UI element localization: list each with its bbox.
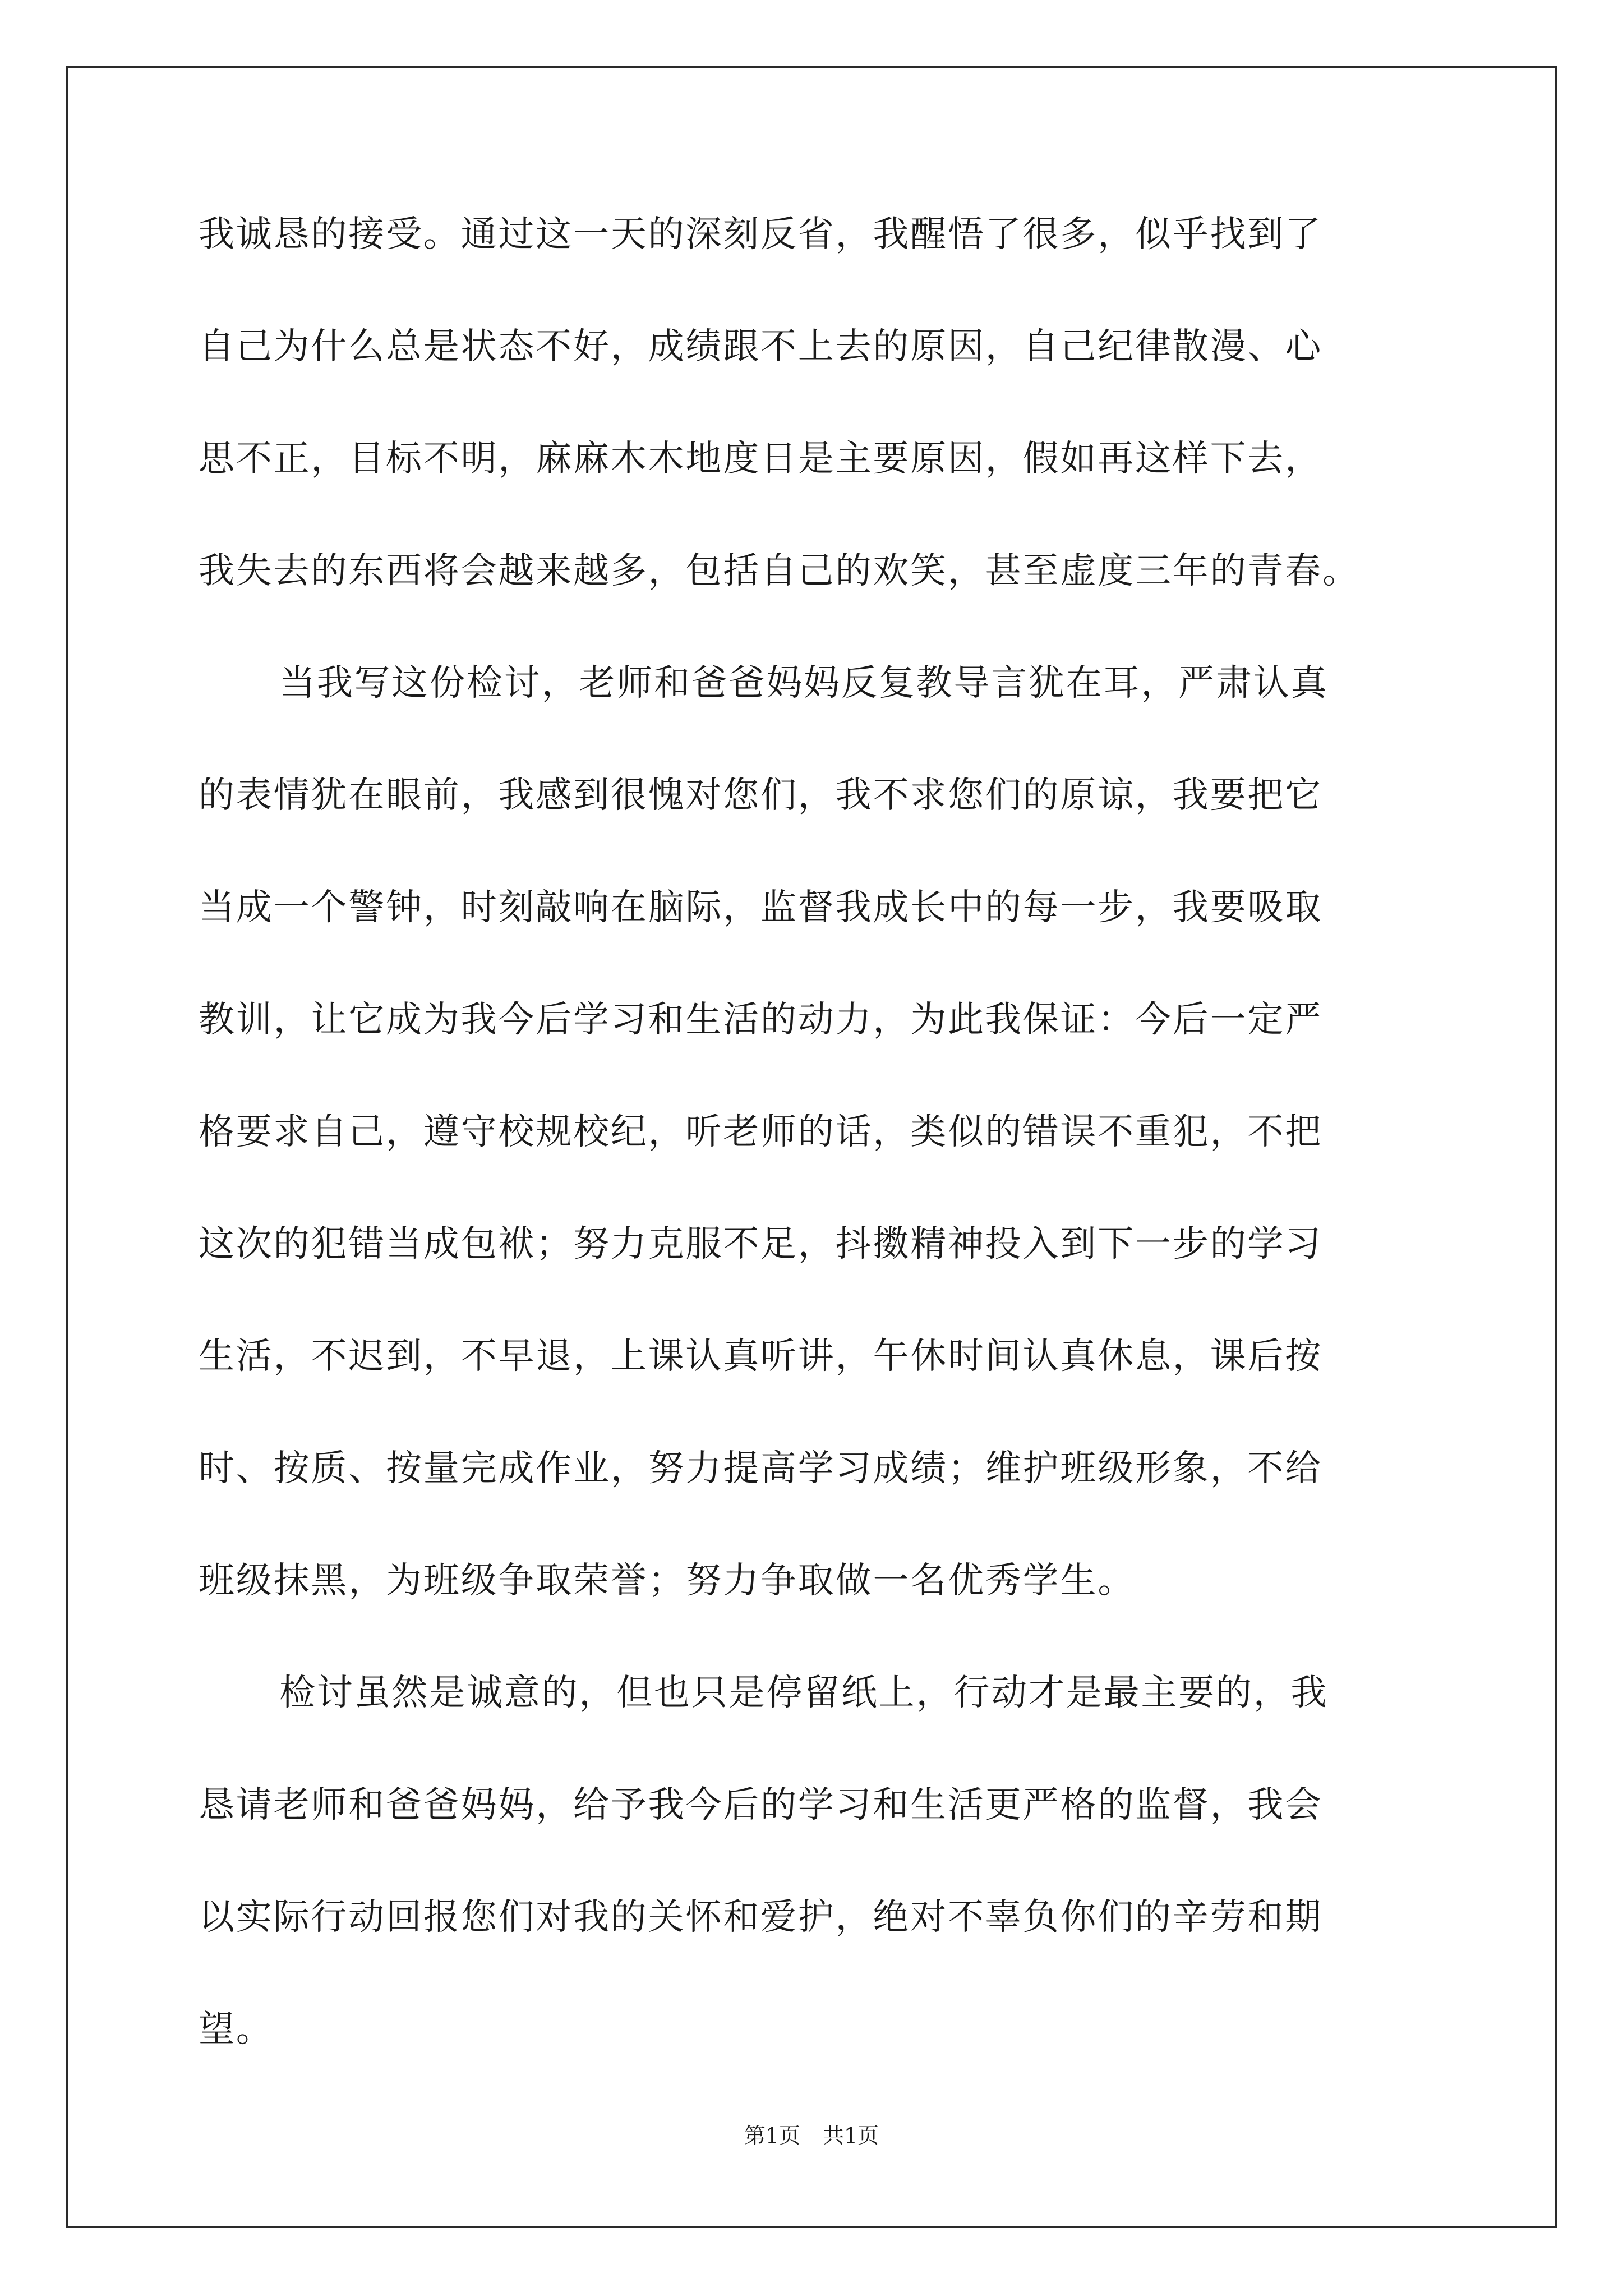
text-line: 我失去的东西将会越来越多，包括自己的欢笑，甚至虚度三年的青春。 <box>199 550 1360 592</box>
text-line: 生活，不迟到，不早退，上课认真听讲，午休时间认真休息，课后按 <box>199 1336 1322 1377</box>
text-line: 格要求自己，遵守校规校纪，听老师的话，类似的错误不重犯，不把 <box>199 1111 1322 1153</box>
text-line: 教训，让它成为我今后学习和生活的动力，为此我保证：今后一定严 <box>199 999 1322 1041</box>
text-line: 这次的犯错当成包袱；努力克服不足，抖擞精神投入到下一步的学习 <box>199 1223 1322 1265</box>
text-line: 班级抹黑，为班级争取荣誉；努力争取做一名优秀学生。 <box>199 1560 1135 1602</box>
text-line: 检讨虽然是诚意的，但也只是停留纸上，行动才是最主要的，我 <box>279 1672 1329 1714</box>
text-line: 当我写这份检讨，老师和爸爸妈妈反复教导言犹在耳，严肃认真 <box>279 662 1329 704</box>
page-count: 共1页 <box>823 2123 879 2148</box>
text-line: 我诚恳的接受。通过这一天的深刻反省，我醒悟了很多，似乎找到了 <box>199 214 1322 255</box>
text-line: 当成一个警钟，时刻敲响在脑际，监督我成长中的每一步，我要吸取 <box>199 887 1322 928</box>
text-line: 自己为什么总是状态不好，成绩跟不上去的原因，自己纪律散漫、心 <box>199 326 1322 367</box>
page-number: 第1页 <box>744 2123 800 2148</box>
text-line: 以实际行动回报您们对我的关怀和爱护，绝对不辜负你们的辛劳和期 <box>199 1897 1322 1938</box>
text-line: 恳请老师和爸爸妈妈，给予我今后的学习和生活更严格的监督，我会 <box>199 1784 1322 1826</box>
text-line: 望。 <box>199 2009 274 2050</box>
text-line: 的表情犹在眼前，我感到很愧对您们，我不求您们的原谅，我要把它 <box>199 775 1322 816</box>
text-line: 时、按质、按量完成作业，努力提高学习成绩；维护班级形象，不给 <box>199 1448 1322 1489</box>
page-footer <box>0 2125 1623 2146</box>
text-line: 思不正，目标不明，麻麻木木地度日是主要原因，假如再这样下去， <box>199 438 1322 480</box>
